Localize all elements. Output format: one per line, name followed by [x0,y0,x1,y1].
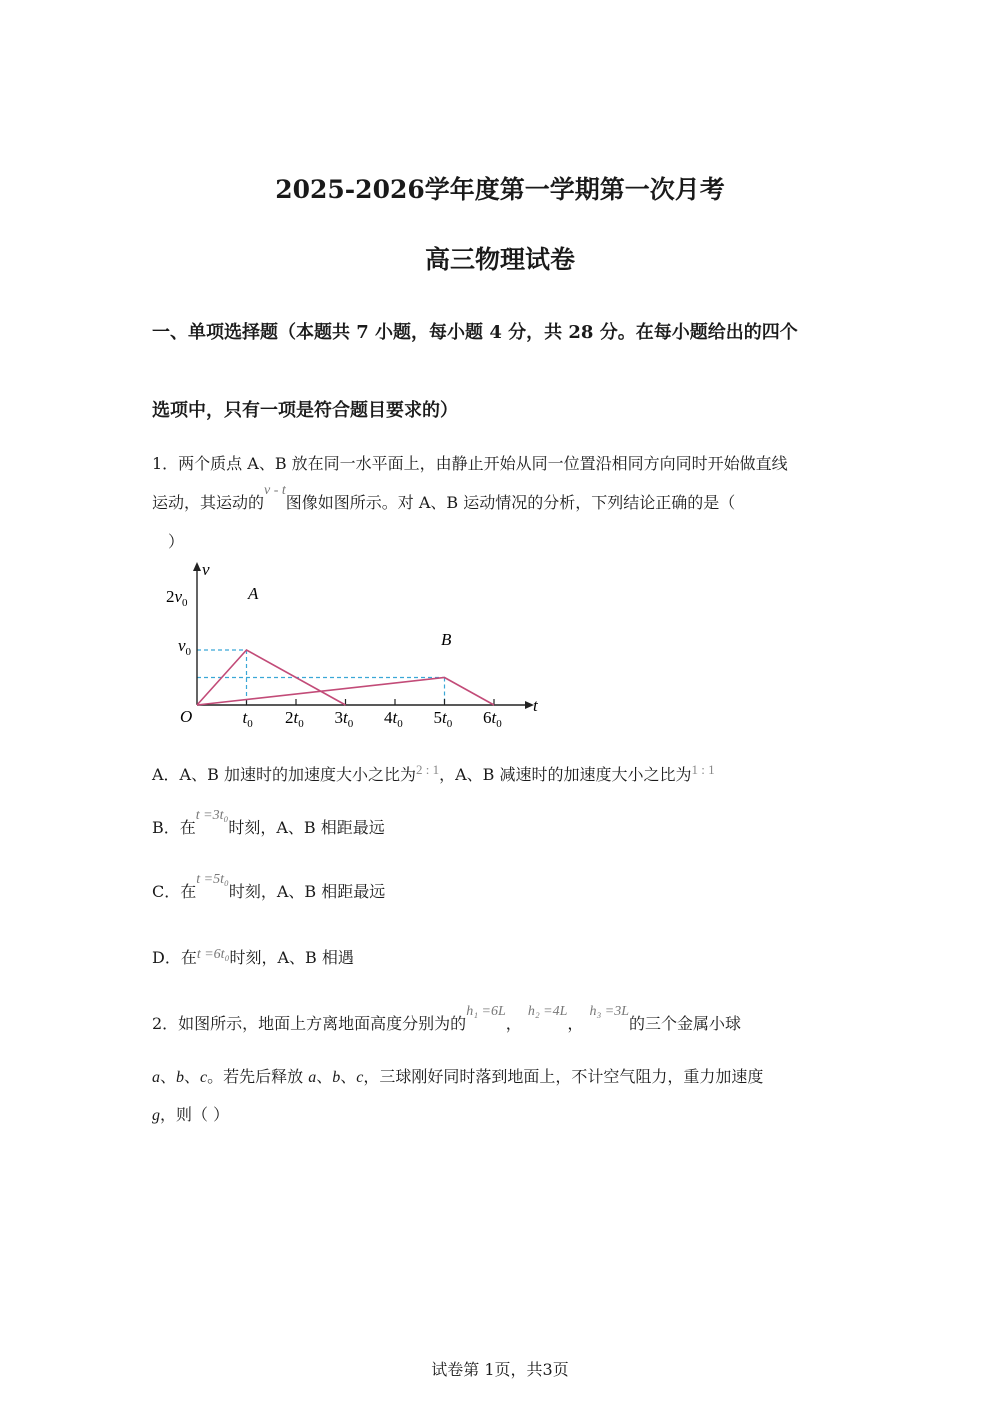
q2-line3 [152,1102,229,1125]
point-label-a: A [248,584,259,603]
point-label-b: B [441,630,452,649]
q2-line2-text: ，三球刚好同时落到地面上，不计空气阻力，重力加速度 [363,1067,764,1086]
q2-line1 [152,1004,742,1034]
variable-a: a [308,1069,317,1086]
exam-subtitle: 高三物理试卷 [424,245,575,274]
option-c-math: t =5t₀ [196,872,229,887]
x-tick-label-3t0: $3t_0$ [334,708,354,730]
option-b [152,808,385,838]
h3-math: h₃ =3L [589,1004,630,1019]
y-tick-v0: $v_0$ [178,636,192,658]
origin-label: O [180,707,193,726]
option-c-text-2: 时刻，A、B 相距最远 [228,882,386,901]
variable-c: c [200,1069,208,1086]
vt-graph [160,560,550,735]
option-a [152,762,715,785]
q2-line2-text: 、 [160,1067,177,1086]
option-d-text-1: D．在 [152,948,197,967]
variable-b: b [332,1069,341,1086]
option-b-math: t =3t₀ [195,808,229,823]
q2-line2-text: 、 [184,1067,201,1086]
q2-line2-text: 、 [340,1067,357,1086]
h2-math: h₂ =4L [527,1004,568,1019]
option-a-ratio-2: 1 : 1 [691,762,715,777]
q2-line2 [152,1064,763,1087]
q1-line2 [152,483,736,513]
g-var: g [152,1107,160,1124]
section-heading-line1: 一、单项选择题（本题共 7 小题，每小题 4 分，共 28 分。在每小题给出的四个 [152,322,798,343]
option-a-text-2: ，A、B 减速时的加速度大小之比为 [439,765,692,784]
h1-math: h₁ =6L [466,1004,506,1019]
q1-line2-text-a: 运动，其运动的 [152,493,265,512]
x-tick-label-5t0: $5t_0$ [433,708,453,730]
vt-math: v - t [264,483,286,498]
y-tick-2v0: $2v_0$ [166,587,188,609]
option-b-text-1: B．在 [152,818,196,837]
variable-c: c [356,1069,364,1086]
y-axis-label: v [202,560,210,579]
q2-sep-2: ， [567,1014,584,1033]
q2-line2-text: 。若先后释放 [207,1067,309,1086]
x-tick-label-4t0: $4t_0$ [384,708,403,730]
option-d-math: t =6t₀ [196,947,230,962]
option-d-text-2: 时刻，A、B 相遇 [229,948,354,967]
exam-title: 2025-2026学年度第一学期第一次月考 [275,175,725,204]
q2-sep-1: ， [505,1014,522,1033]
option-a-ratio-1: 2 : 1 [415,762,440,777]
option-d [152,945,354,968]
q2-line1-text-a: 2．如图所示，地面上方离地面高度分别为的 [152,1014,467,1033]
variable-a: a [152,1069,160,1086]
variable-b: b [176,1069,185,1086]
option-a-text-1: A．A、B 加速时的加速度大小之比为 [152,765,416,784]
option-b-text-2: 时刻，A、B 相距最远 [228,818,385,837]
x-tick-label-t0: $t_0$ [242,708,253,730]
x-axis-label: t [533,696,538,715]
q2-line2-text: 、 [316,1067,333,1086]
page-footer: 试卷第 1页，共3页 [431,1360,569,1379]
q2-line3-text: ，则（ ） [160,1105,230,1124]
y-axis-arrow [193,562,201,571]
option-c [152,872,386,902]
x-tick-label-6t0: $6t_0$ [483,708,502,730]
x-tick-label-2t0: $2t_0$ [285,708,304,730]
q1-line3: ） [168,532,185,551]
q2-line1-text-b: 的三个金属小球 [629,1014,742,1033]
q1-line1: 1．两个质点 A、B 放在同一水平面上，由静止开始从同一位置沿相同方向同时开始做直线 [152,454,788,473]
section-heading-line2: 选项中，只有一项是符合题目要求的） [152,400,458,421]
option-c-text-1: C．在 [152,882,197,901]
q1-line2-text-b: 图像如图所示。对 A、B 运动情况的分析，下列结论正确的是（ [285,493,736,512]
